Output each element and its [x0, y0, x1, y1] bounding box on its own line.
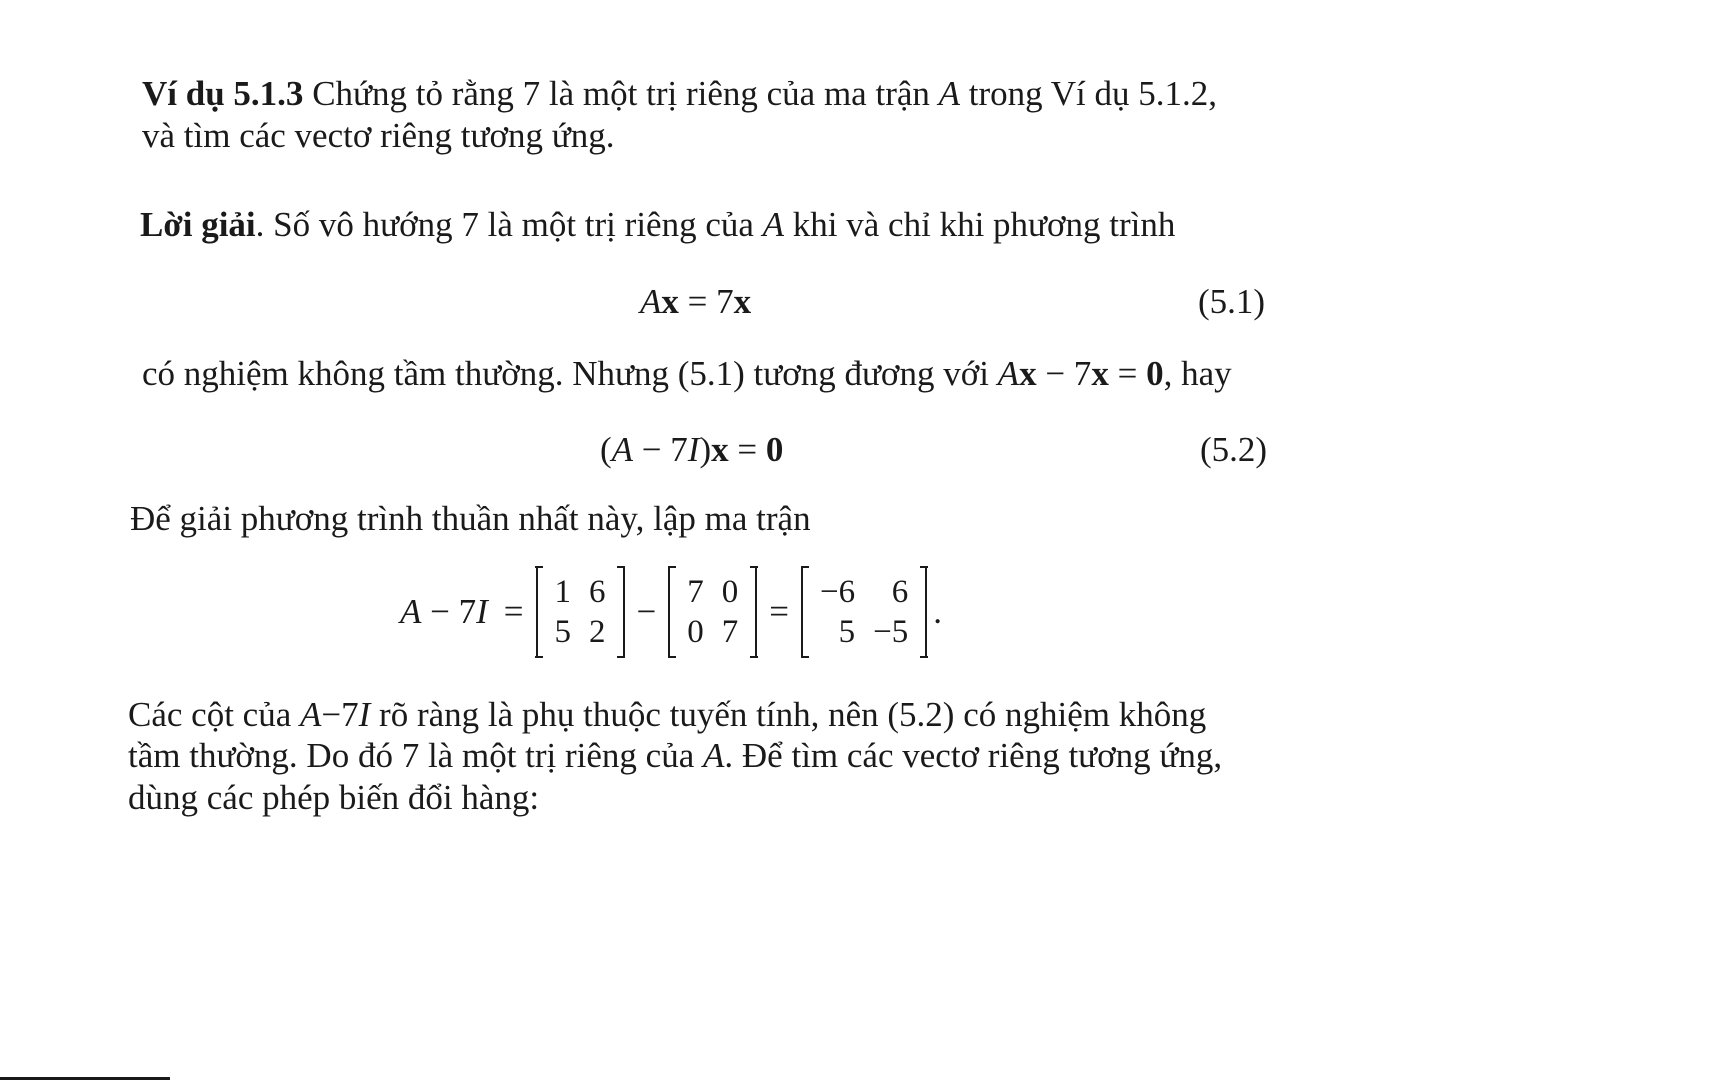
matrix-result-cell: 5 — [838, 614, 856, 650]
solution-text-b: khi và chỉ khi phương trình — [784, 205, 1176, 244]
eq1-var: A — [640, 282, 662, 321]
matrix-result-cell: −5 — [873, 614, 909, 650]
example-line-1 — [142, 72, 1217, 116]
para3-line: Để giải phương trình thuần nhất này, lập ma trận — [130, 499, 811, 538]
solution-var: A — [762, 205, 785, 244]
para2-zero: 0 — [1146, 354, 1164, 393]
para2-mid: − 7 — [1036, 354, 1092, 393]
matrix-a-cell: 6 — [589, 574, 606, 610]
para4-ivar: I — [358, 695, 371, 734]
eq2-eq: = — [728, 430, 766, 469]
matrix-7i — [668, 568, 757, 656]
eq2-ivar: I — [687, 430, 700, 469]
matrix-lhs — [400, 592, 496, 632]
para2-vec2: x — [1091, 354, 1109, 393]
matrix-lhs-mid: − 7 — [421, 592, 477, 631]
matrix-a-cell: 5 — [554, 614, 572, 650]
eq2-zero: 0 — [765, 430, 784, 469]
matrix-7i-cell: 0 — [721, 574, 739, 610]
matrix-minus-sign: − — [636, 592, 657, 631]
solution-line — [140, 203, 1175, 247]
page-bottom-rule — [0, 1077, 170, 1080]
para2-eq: = — [1108, 354, 1147, 393]
matrix-equation — [400, 568, 950, 656]
example-var-a: A — [938, 74, 961, 113]
example-text-b: trong Ví dụ 5.1.2, — [960, 74, 1218, 113]
eq2-mid: − 7 — [633, 430, 688, 469]
para4-text-b: rõ ràng là phụ thuộc tuyến tính, nên (5.2) có nghiệm không — [370, 695, 1207, 734]
para4-line-2 — [128, 734, 1222, 778]
matrix-lhs-ivar: I — [476, 592, 488, 631]
para4-mid: −7 — [321, 695, 359, 734]
eq1-vec: x — [661, 282, 679, 321]
matrix-eq-sign-1: = — [503, 592, 524, 631]
para4-var: A — [300, 695, 322, 734]
matrix-a-cell: 1 — [554, 574, 572, 610]
para2-line — [142, 352, 1232, 396]
para4-l2-var: A — [703, 736, 725, 775]
matrix-a — [536, 568, 625, 656]
matrix-eq-sign-2: = — [769, 592, 790, 631]
para2-text-b: , hay — [1163, 354, 1232, 393]
para4-line-3: dùng các phép biến đổi hàng: — [128, 778, 540, 817]
matrix-a-cell: 2 — [589, 614, 606, 650]
para2-text-a: có nghiệm không tầm thường. Nhưng (5.1) tương đương với — [142, 354, 998, 393]
para2-var: A — [997, 354, 1020, 393]
eq2-close: ) — [699, 430, 712, 469]
equation-5-2 — [600, 428, 783, 472]
example-label: Ví dụ 5.1.3 — [142, 74, 304, 113]
eq2-open: ( — [600, 430, 612, 469]
para2-vec1: x — [1019, 354, 1037, 393]
para4-text-a: Các cột của — [128, 695, 300, 734]
eq1-rhs-vec: x — [733, 282, 752, 321]
matrix-7i-cell: 0 — [687, 614, 704, 650]
matrix-end-period: . — [933, 592, 943, 631]
matrix-lhs-var: A — [400, 592, 422, 631]
equation-5-1 — [640, 280, 751, 324]
matrix-7i-cell: 7 — [721, 614, 739, 650]
eq1-rel: = 7 — [678, 282, 734, 321]
matrix-7i-cell: 7 — [687, 574, 704, 610]
equation-number-5-1: (5.1) — [1198, 282, 1266, 321]
matrix-result — [801, 568, 927, 656]
matrix-result-cell: −6 — [820, 574, 856, 610]
solution-text-a: . Số vô hướng 7 là một trị riêng của — [255, 205, 763, 244]
matrix-result-cell: 6 — [891, 574, 909, 610]
example-text-a: Chứng tỏ rằng 7 là một trị riêng của ma trận — [303, 74, 939, 113]
equation-number-5-2: (5.2) — [1200, 430, 1268, 469]
solution-label: Lời giải — [140, 205, 256, 244]
para4-l2-b: . Để tìm các vectơ riêng tương ứng, — [724, 736, 1223, 775]
eq2-vec: x — [711, 430, 729, 469]
para4-l2-a: tầm thường. Do đó 7 là một trị riêng của — [128, 736, 704, 775]
example-line-2: và tìm các vectơ riêng tương ứng. — [142, 116, 615, 155]
para4-line-1 — [128, 693, 1206, 737]
eq2-var: A — [611, 430, 634, 469]
